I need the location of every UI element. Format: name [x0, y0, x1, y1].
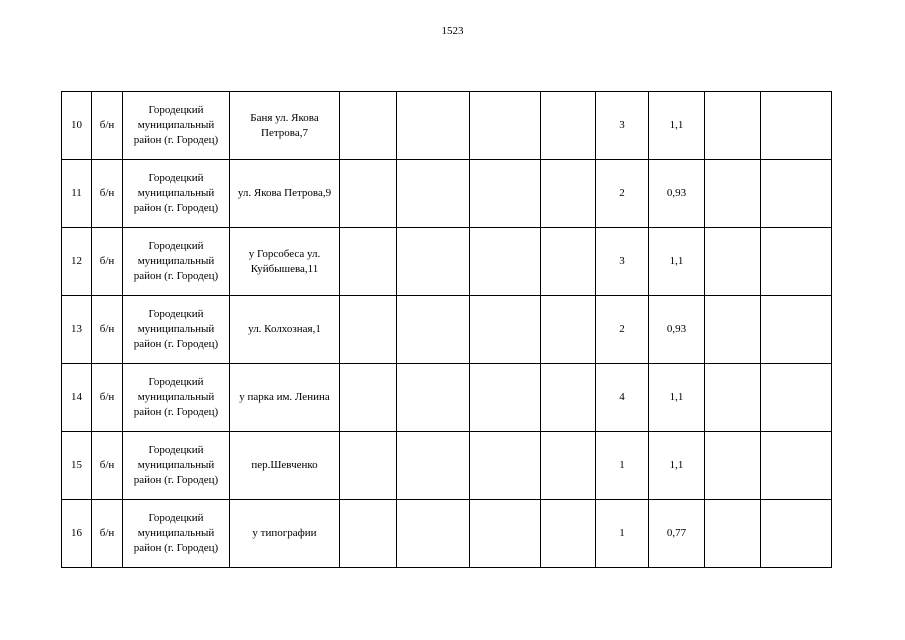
containers-count-cell: 3	[596, 228, 649, 296]
row-number-cell: 10	[62, 92, 92, 160]
empty-cell-c	[470, 432, 541, 500]
container-volume-cell: 0,93	[649, 160, 705, 228]
district-cell	[123, 160, 230, 228]
district-line-2: муниципальный	[137, 187, 215, 199]
district-line-3: район (г. Городец)	[133, 134, 219, 146]
address-cell: у парка им. Ленина	[230, 364, 340, 432]
address-cell: ул. Колхозная,1	[230, 296, 340, 364]
empty-cell-f	[761, 432, 832, 500]
empty-cell-c	[470, 296, 541, 364]
row-number-cell: 13	[62, 296, 92, 364]
empty-cell-b	[397, 500, 470, 568]
empty-cell-c	[470, 228, 541, 296]
empty-cell-c	[470, 160, 541, 228]
empty-cell-f	[761, 364, 832, 432]
table-row	[62, 228, 832, 296]
empty-cell-d	[541, 500, 596, 568]
table-row	[62, 432, 832, 500]
district-line-3: район (г. Городец)	[133, 474, 219, 486]
address-cell: ул. Якова Петрова,9	[230, 160, 340, 228]
row-number-cell: 16	[62, 500, 92, 568]
district-line-1: Городецкий	[148, 172, 204, 184]
empty-cell-d	[541, 160, 596, 228]
district-line-1: Городецкий	[148, 240, 204, 252]
empty-cell-a	[340, 228, 397, 296]
district-cell	[123, 364, 230, 432]
registry-number-cell: б/н	[92, 364, 123, 432]
empty-cell-c	[470, 500, 541, 568]
district-line-3: район (г. Городец)	[133, 202, 219, 214]
district-line-3: район (г. Городец)	[133, 338, 219, 350]
empty-cell-f	[761, 500, 832, 568]
empty-cell-a	[340, 432, 397, 500]
containers-count-cell: 1	[596, 500, 649, 568]
empty-cell-e	[705, 92, 761, 160]
district-line-2: муниципальный	[137, 323, 215, 335]
district-cell	[123, 228, 230, 296]
empty-cell-e	[705, 296, 761, 364]
district-line-2: муниципальный	[137, 527, 215, 539]
district-line-3: район (г. Городец)	[133, 270, 219, 282]
empty-cell-a	[340, 160, 397, 228]
empty-cell-c	[470, 364, 541, 432]
page-number: 1523	[441, 25, 464, 37]
containers-count-cell: 4	[596, 364, 649, 432]
table-row	[62, 296, 832, 364]
district-line-1: Городецкий	[148, 444, 204, 456]
empty-cell-b	[397, 364, 470, 432]
empty-cell-c	[470, 92, 541, 160]
address-cell: Баня ул. Якова Петрова,7	[230, 92, 340, 160]
empty-cell-b	[397, 92, 470, 160]
district-line-3: район (г. Городец)	[133, 542, 219, 554]
registry-number-cell: б/н	[92, 92, 123, 160]
containers-count-cell: 2	[596, 296, 649, 364]
empty-cell-f	[761, 160, 832, 228]
container-volume-cell: 1,1	[649, 228, 705, 296]
row-number-cell: 11	[62, 160, 92, 228]
empty-cell-a	[340, 364, 397, 432]
containers-count-cell: 1	[596, 432, 649, 500]
district-line-1: Городецкий	[148, 376, 204, 388]
registry-number-cell: б/н	[92, 296, 123, 364]
table-body	[62, 92, 832, 568]
empty-cell-e	[705, 228, 761, 296]
empty-cell-b	[397, 160, 470, 228]
empty-cell-d	[541, 296, 596, 364]
empty-cell-b	[397, 432, 470, 500]
container-volume-cell: 1,1	[649, 432, 705, 500]
container-volume-cell: 0,93	[649, 296, 705, 364]
container-volume-cell: 1,1	[649, 364, 705, 432]
address-cell: у типографии	[230, 500, 340, 568]
district-line-1: Городецкий	[148, 104, 204, 116]
registry-number-cell: б/н	[92, 432, 123, 500]
container-volume-cell: 1,1	[649, 92, 705, 160]
empty-cell-a	[340, 296, 397, 364]
empty-cell-f	[761, 228, 832, 296]
district-cell	[123, 500, 230, 568]
waste-site-table	[61, 91, 832, 568]
district-line-3: район (г. Городец)	[133, 406, 219, 418]
district-cell	[123, 92, 230, 160]
empty-cell-e	[705, 160, 761, 228]
empty-cell-a	[340, 500, 397, 568]
district-line-1: Городецкий	[148, 308, 204, 320]
empty-cell-e	[705, 432, 761, 500]
empty-cell-d	[541, 432, 596, 500]
empty-cell-d	[541, 364, 596, 432]
district-line-2: муниципальный	[137, 459, 215, 471]
registry-number-cell: б/н	[92, 228, 123, 296]
empty-cell-b	[397, 296, 470, 364]
address-cell: пер.Шевченко	[230, 432, 340, 500]
empty-cell-f	[761, 296, 832, 364]
row-number-cell: 15	[62, 432, 92, 500]
address-cell: у Горсобеса ул. Куйбышева,11	[230, 228, 340, 296]
district-line-2: муниципальный	[137, 255, 215, 267]
table-row	[62, 500, 832, 568]
containers-count-cell: 2	[596, 160, 649, 228]
empty-cell-d	[541, 92, 596, 160]
district-line-2: муниципальный	[137, 119, 215, 131]
container-volume-cell: 0,77	[649, 500, 705, 568]
district-cell	[123, 432, 230, 500]
empty-cell-e	[705, 500, 761, 568]
table-row	[62, 160, 832, 228]
registry-number-cell: б/н	[92, 500, 123, 568]
empty-cell-a	[340, 92, 397, 160]
registry-number-cell: б/н	[92, 160, 123, 228]
district-cell	[123, 296, 230, 364]
empty-cell-b	[397, 228, 470, 296]
district-line-2: муниципальный	[137, 391, 215, 403]
table-row	[62, 364, 832, 432]
district-line-1: Городецкий	[148, 512, 204, 524]
containers-count-cell: 3	[596, 92, 649, 160]
row-number-cell: 12	[62, 228, 92, 296]
table-row	[62, 92, 832, 160]
empty-cell-f	[761, 92, 832, 160]
empty-cell-e	[705, 364, 761, 432]
row-number-cell: 14	[62, 364, 92, 432]
empty-cell-d	[541, 228, 596, 296]
